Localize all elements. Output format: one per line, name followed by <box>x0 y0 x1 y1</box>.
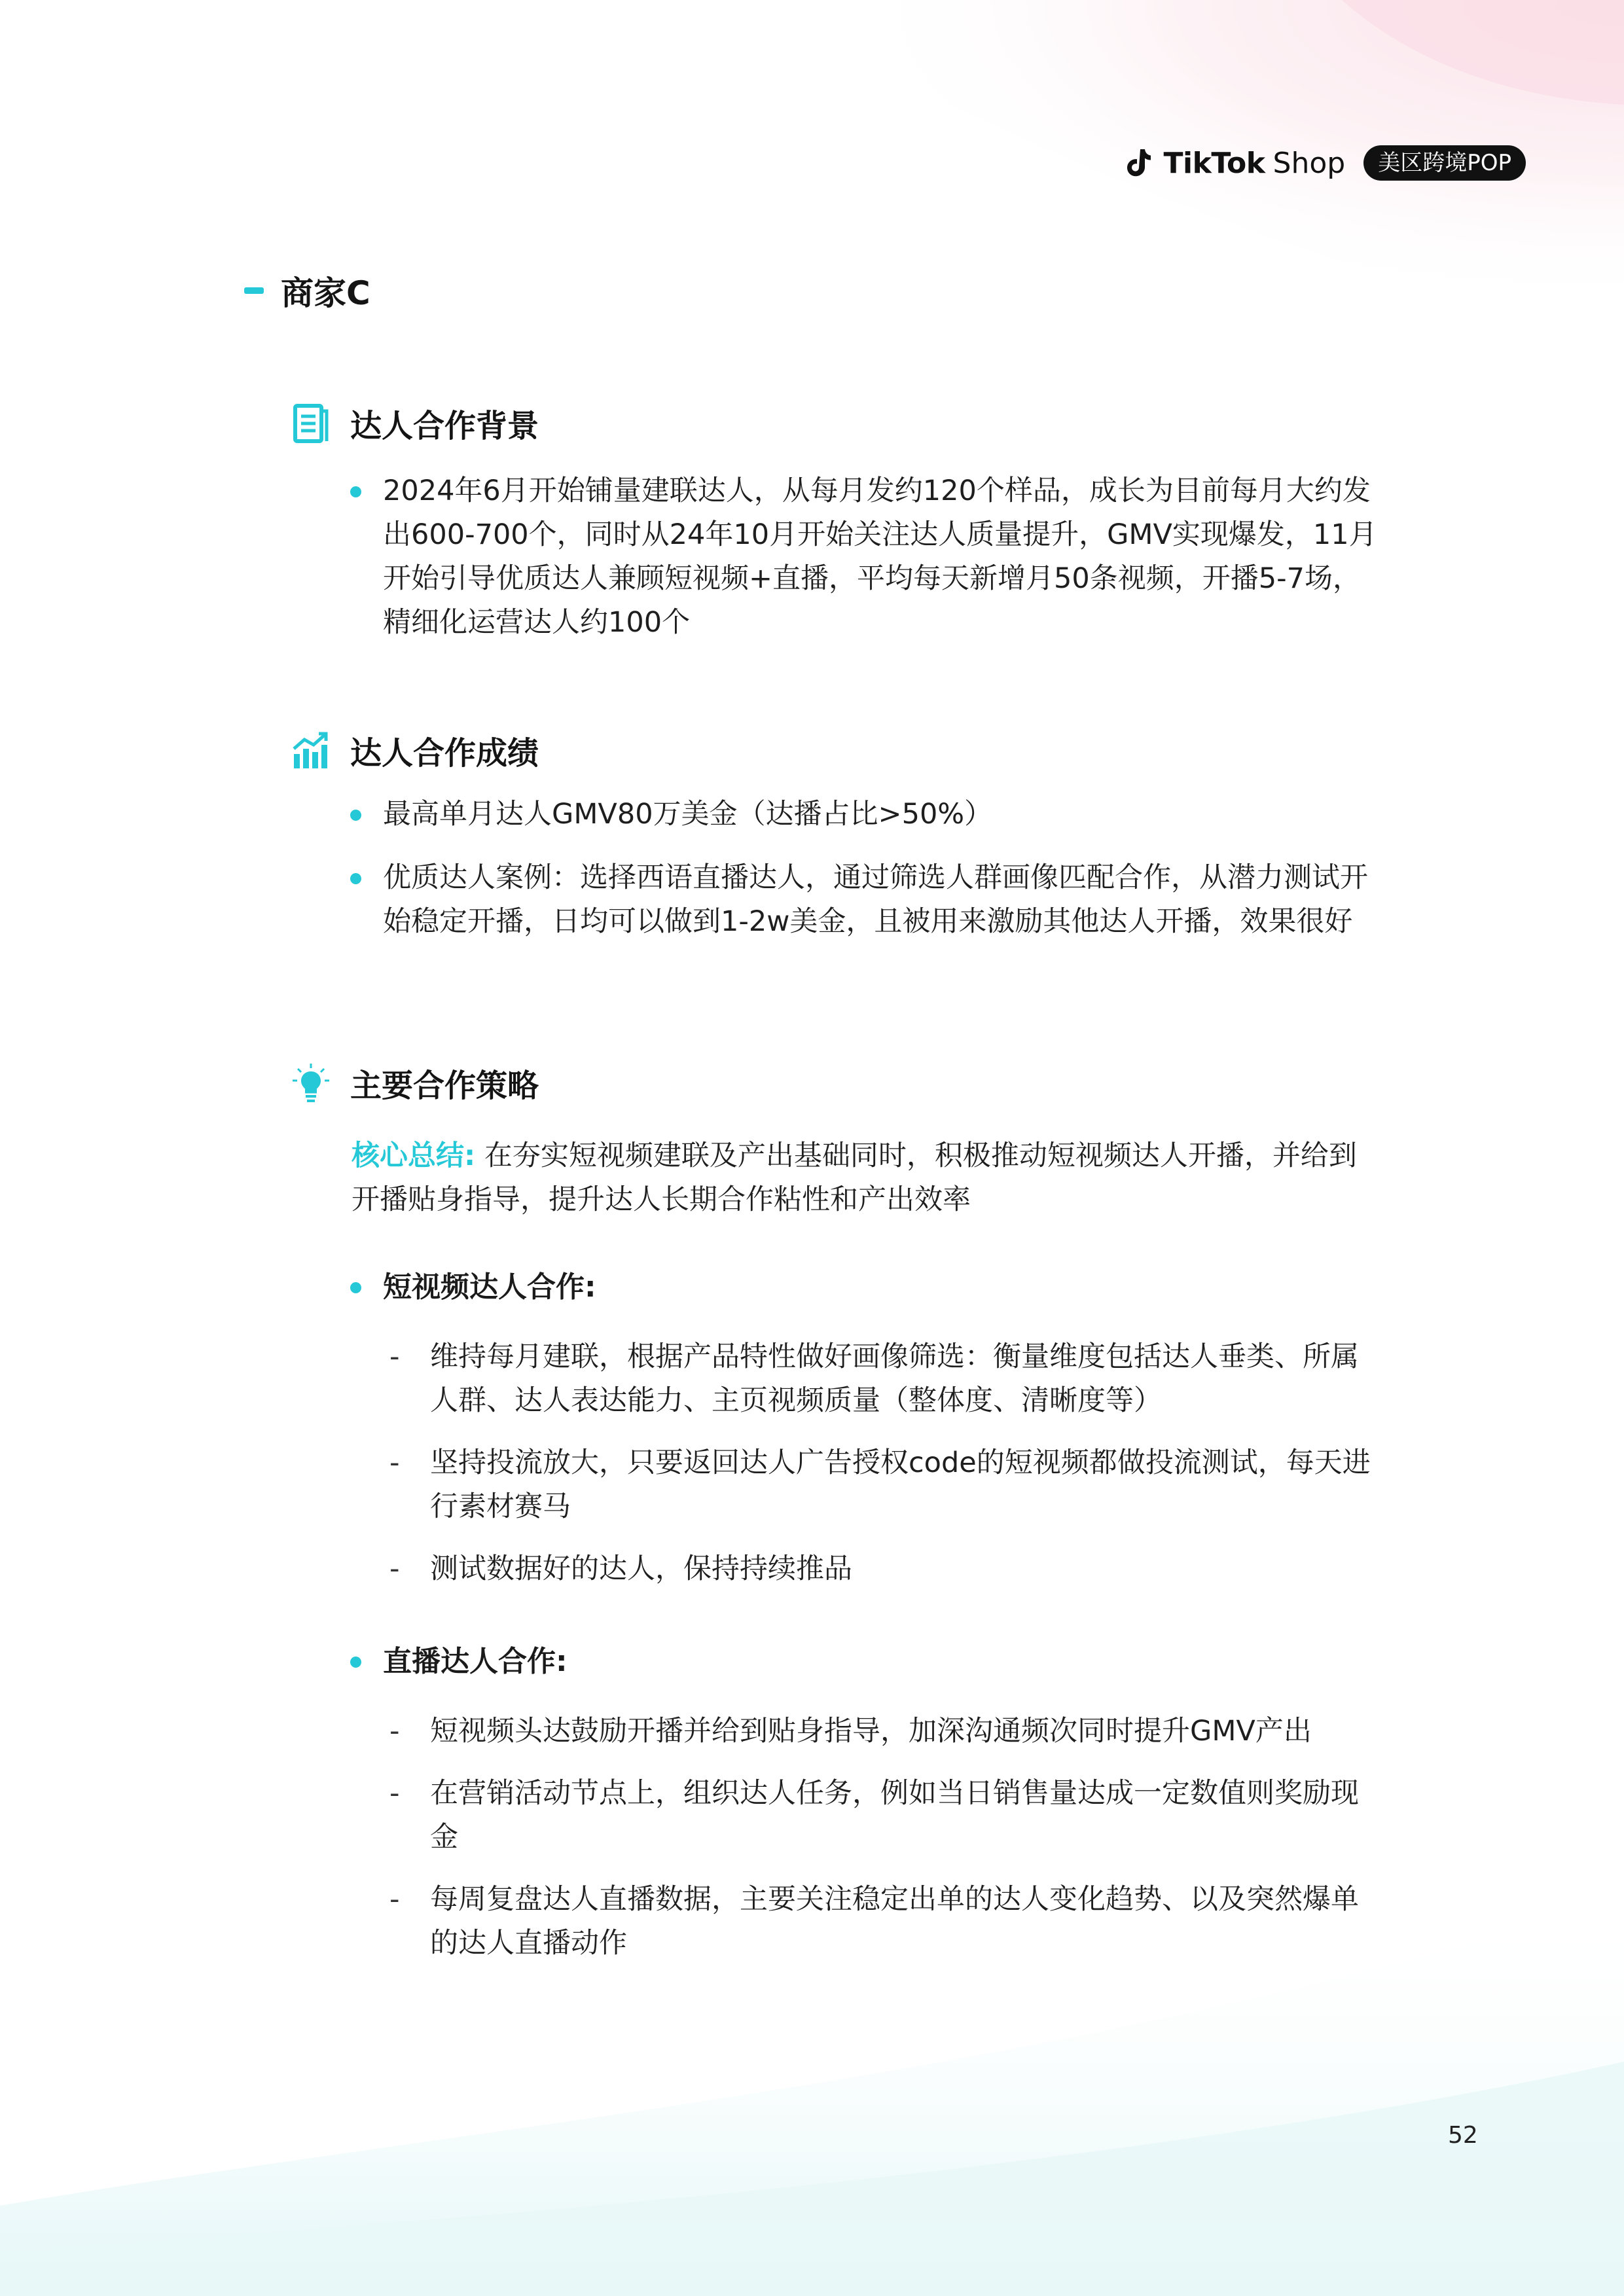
background-bullets <box>291 469 1378 645</box>
list-item <box>291 856 1378 944</box>
background-heading: 达人合作背景 <box>350 408 539 444</box>
list-item: - 在营销活动节点上，组织达人任务，例如当日销售量达成一定数值则奖励现金 <box>389 1777 1359 1854</box>
list-item: - 短视频头达鼓励开播并给到贴身指导，加深沟通频次同时提升GMV产出 <box>389 1715 1312 1748</box>
strategy-heading-row <box>291 1060 1378 1105</box>
item-text: 测试数据好的达人，保持持续推品 <box>430 1552 852 1585</box>
document-list-icon <box>291 403 331 444</box>
short-video-items <box>291 1335 1378 1591</box>
region-badge: 美区跨境POP <box>1363 145 1526 181</box>
brand-name: TikTok <box>1163 146 1265 180</box>
bullet-text: 最高单月达人GMV80万美金（达播占比>50%） <box>383 798 993 831</box>
brand-shop-label: Shop <box>1272 146 1346 180</box>
summary-label: 核心总结: <box>352 1139 476 1172</box>
live-items <box>291 1710 1378 1965</box>
results-heading: 达人合作成绩 <box>350 735 539 772</box>
list-item: - 维持每月建联，根据产品特性做好画像筛选：衡量维度包括达人垂类、所属人群、达人表达能力、主页视频质量（整体度、清晰度等） <box>389 1340 1359 1417</box>
brand-logo <box>1126 145 1526 181</box>
list-item: - 坚持投流放大，只要返回达人广告授权code的短视频都做投流测试，每天进行素材赛马 <box>389 1446 1371 1523</box>
background-heading-row <box>291 401 1378 446</box>
list-item: - 每周复盘达人直播数据，主要关注稳定出单的达人变化趋势、以及突然爆单的达人直播动作 <box>389 1883 1359 1960</box>
list-item <box>291 469 1378 645</box>
item-text: 每周复盘达人直播数据，主要关注稳定出单的达人变化趋势、以及突然爆单的达人直播动作 <box>430 1883 1359 1960</box>
list-item: - 测试数据好的达人，保持持续推品 <box>389 1552 852 1585</box>
short-video-group-title: 短视频达人合作: <box>291 1265 1378 1309</box>
page-number: 52 <box>1448 2122 1478 2149</box>
lightbulb-icon <box>291 1062 331 1104</box>
background-section <box>291 401 1378 645</box>
core-summary <box>291 1134 1378 1222</box>
live-group-title: 直播达人合作: <box>291 1640 1378 1683</box>
summary-text: 在夯实短视频建联及产出基础同时，积极推动短视频达人开播，并给到开播贴身指导，提升达人长期合作粘性和产出效率 <box>352 1139 1357 1216</box>
item-text: 维持每月建联，根据产品特性做好画像筛选：衡量维度包括达人垂类、所属人群、达人表达能力、主页视频质量（整体度、清晰度等） <box>430 1340 1359 1417</box>
tiktok-logo-icon <box>1126 148 1152 178</box>
list-item <box>291 793 1378 836</box>
results-section <box>291 728 1378 944</box>
section-title-text: 商家C <box>281 274 370 312</box>
section-title <box>244 267 370 314</box>
item-text: 坚持投流放大，只要返回达人广告授权code的短视频都做投流测试，每天进行素材赛马 <box>430 1446 1371 1523</box>
results-bullets <box>291 793 1378 944</box>
bullet-text: 优质达人案例：选择西语直播达人，通过筛选人群画像匹配合作，从潜力测试开始稳定开播，日均可以做到1-2w美金，且被用来激励其他达人开播，效果很好 <box>383 861 1368 938</box>
item-text: 短视频头达鼓励开播并给到贴身指导，加深沟通频次同时提升GMV产出 <box>430 1715 1312 1748</box>
title-accent-bar <box>244 287 264 294</box>
results-heading-row <box>291 728 1378 773</box>
strategy-heading: 主要合作策略 <box>350 1067 539 1104</box>
item-text: 在营销活动节点上，组织达人任务，例如当日销售量达成一定数值则奖励现金 <box>430 1777 1359 1854</box>
bar-chart-trend-icon <box>291 730 331 772</box>
bullet-text: 2024年6月开始铺量建联达人，从每月发约120个样品，成长为目前每月大约发出600-700个，同时从24年10月开始关注达人质量提升，GMV实现爆发，11月开始引导优质达人兼顾短视频+直播，平均每天新增月50条视频，开播5-7场，精细化运营达人约100个 <box>383 475 1377 639</box>
strategy-section <box>291 1060 1378 1965</box>
